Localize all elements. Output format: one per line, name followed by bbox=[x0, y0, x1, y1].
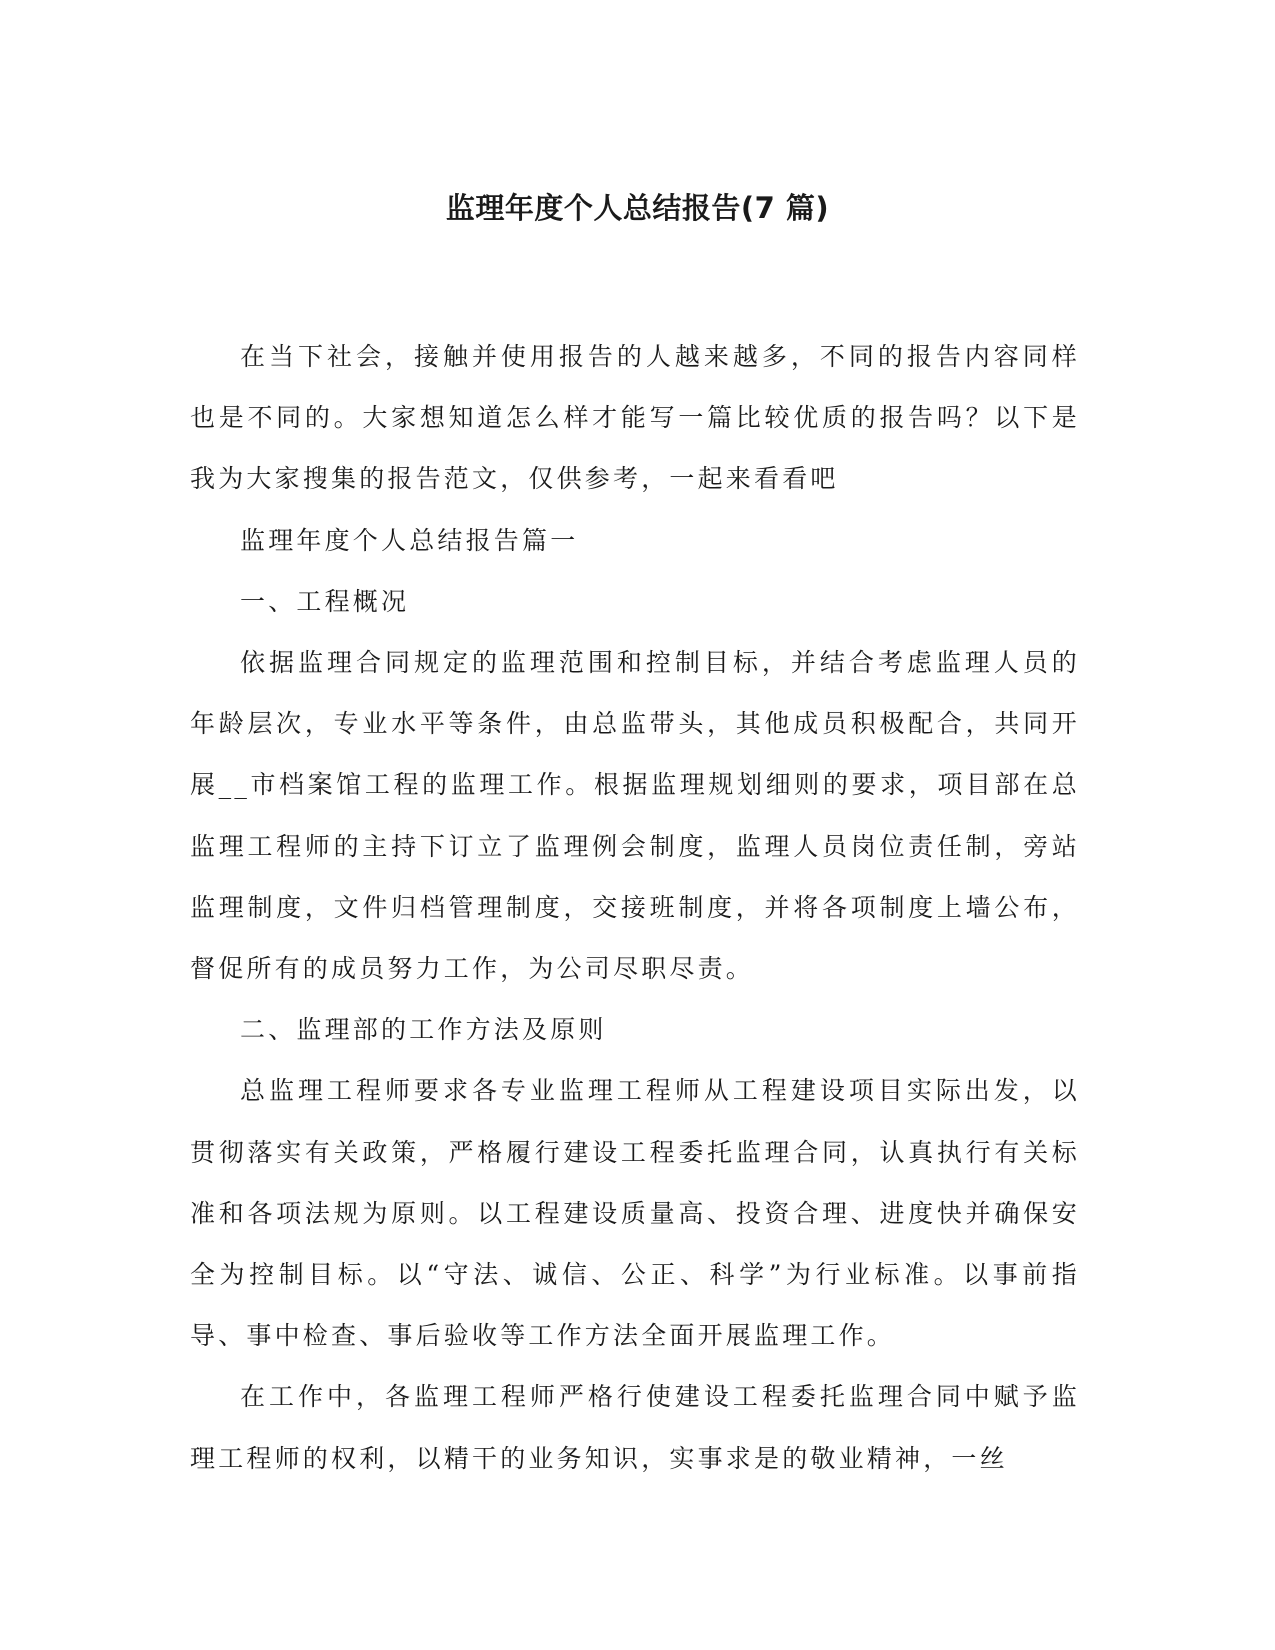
subheading-work-methods: 二、监理部的工作方法及原则 bbox=[240, 1015, 607, 1045]
document-title: 监理年度个人总结报告(7 篇) bbox=[445, 191, 830, 225]
intro-paragraph: 在当下社会，接触并使用报告的人越来越多，不同的报告内容同样也是不同的。大家想知道怎么样才能写一篇比较优质的报告吗？以下是我为大家搜集的报告范文，仅供参考，一起来看看吧 bbox=[190, 342, 1080, 494]
subheading-project-overview: 一、工程概况 bbox=[240, 586, 410, 616]
body-paragraph: 在工作中，各监理工程师严格行使建设工程委托监理合同中赋予监理工程师的权利，以精干的业务知识，实事求是的敬业精神，一丝 bbox=[190, 1382, 1080, 1473]
section-heading-part-one: 监理年度个人总结报告篇一 bbox=[240, 525, 579, 555]
body-paragraph: 总监理工程师要求各专业监理工程师从工程建设项目实际出发，以贯彻落实有关政策，严格履行建设工程委托监理合同，认真执行有关标准和各项法规为原则。以工程建设质量高、投资合理、进度快并确保安全为控制目标。以“守法、诚信、公正、科学”为行业标准。以事前指导、事中检查、事后验收等工作方法全面开展监理工作。 bbox=[190, 1076, 1080, 1351]
document-body bbox=[190, 326, 1080, 1489]
body-paragraph: 依据监理合同规定的监理范围和控制目标，并结合考虑监理人员的年龄层次，专业水平等条件，由总监带头，其他成员积极配合，共同开展__市档案馆工程的监理工作。根据监理规划细则的要求，项目部在总监理工程师的主持下订立了监理例会制度，监理人员岗位责任制，旁站监理制度，文件归档管理制度，交接班制度，并将各项制度上墙公布，督促所有的成员努力工作，为公司尽职尽责。 bbox=[190, 648, 1080, 984]
